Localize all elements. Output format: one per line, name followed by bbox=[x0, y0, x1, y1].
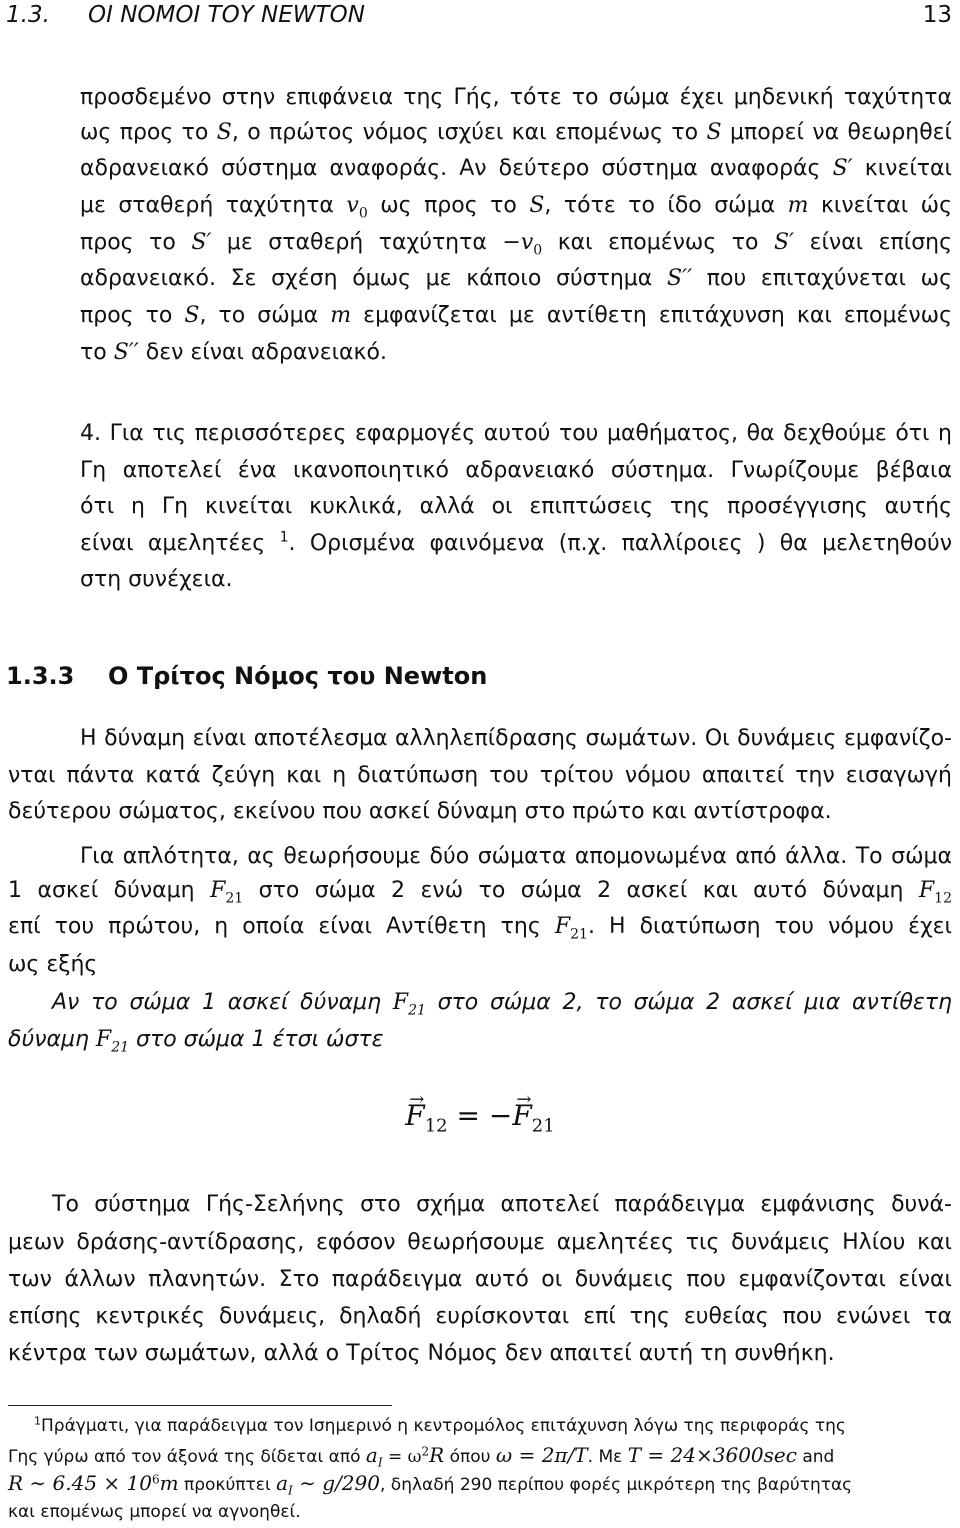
text-line: αδρανειακό. Σε σχέση όμως με κάποιο σύστημα S′′ που επιταχύνεται ως bbox=[80, 266, 953, 291]
running-header-section: 1.3. bbox=[6, 2, 50, 28]
page-number: 13 bbox=[922, 2, 952, 28]
text-line: με σταθερή ταχύτητα $v_0$ ως προς το S, τότε το ίδο σώμα m κινείται ώς bbox=[80, 193, 952, 222]
text-line: αδρανειακό σύστημα αναφοράς. Αν δεύτερο σύστημα αναφοράς S′ κινείται bbox=[80, 156, 952, 181]
text-line: 1 ασκεί δύναμη $F_{21}$ στο σώμα 2 ενώ το σώμα 2 ασκεί και αυτό δύναμη $F_{12}$ bbox=[8, 878, 952, 907]
text-line: Για απλότητα, ας θεωρήσουμε δύο σώματα απομονωμένα από άλλα. Το σώμα bbox=[80, 844, 952, 869]
text-line: επί του πρώτου, η οποία είναι Αντίθετη της $F_{21}$. Η διατύπωση του νόμου έχει bbox=[8, 914, 952, 943]
footnote-line: $^1$Πράγματι, για παράδειγμα τον Ισημερινό η κεντρομόλος επιτάχυνση λόγω της περιφοράς της bbox=[34, 1414, 846, 1436]
text-line: προς το S′ με σταθερή $\tau\alpha\chi ύ\tau\eta\tau\alpha -v_0$ και επομένως το S′ είναι επίσης bbox=[80, 230, 953, 259]
text-line: είναι αμελητέες $^1$. Ορισμένα φαινόμενα (π.χ. παλλίροιες ) θα μελετηθούν bbox=[80, 529, 952, 556]
vector-f21: → F bbox=[512, 1096, 531, 1136]
text-line: Το σύστημα Γής-Σελήνης στο σχήμα αποτελεί παράδειγμα εμφάνισης δυνά- bbox=[52, 1192, 952, 1217]
text-line: Αν το σώμα 1 ασκεί δύναμη $F_{21}$ στο σώμα 2, το σώμα 2 ασκεί μια αντίθετη bbox=[52, 990, 952, 1019]
text-line: επίσης κεντρικές δυνάμεις, δηλαδή ευρίσκονται επί της ευθείας που ενώνει τα bbox=[8, 1304, 952, 1329]
text-line: δύναμη $F_{21}$ στο σώμα 1 έτσι ώστε bbox=[8, 1027, 384, 1056]
footnote-line: και επομένως μπορεί να αγνοηθεί. bbox=[8, 1502, 301, 1522]
text-line: νται πάντα κατά ζεύγη και η διατύπωση του τρίτου νόμου απαιτεί την εισαγωγή bbox=[8, 763, 952, 788]
text-line: δεύτερου σώματος, εκείνου που ασκεί δύναμη στο πρώτο και αντίστροφα. bbox=[8, 799, 832, 824]
text-line: στη συνέχεια. bbox=[80, 567, 233, 592]
text-line: προσδεμένο στην επιφάνεια της Γής, τότε το σώμα έχει μηδενική ταχύτητα bbox=[80, 85, 952, 110]
text-line: Γη αποτελεί ένα ικανοποιητικό αδρανειακό σύστημα. Γνωρίζουμε βέβαια bbox=[80, 458, 952, 483]
text-line: το S′′ δεν είναι αδρανειακό. bbox=[80, 340, 387, 365]
text-line: 4. Για τις περισσότερες εφαρμογές αυτού του μαθήματος, θα δεχθούμε ότι η bbox=[80, 421, 952, 446]
text-line: Η δύναμη είναι αποτέλεσμα αλληλεπίδρασης σωμάτων. Οι δυνάμεις εμφανίζο- bbox=[80, 726, 952, 751]
text-line: κέντρα των σωμάτων, αλλά ο Τρίτος Νόμος δεν απαιτεί αυτή τη συνθήκη. bbox=[8, 1341, 835, 1366]
footnote-marker[interactable]: 1 bbox=[279, 529, 289, 546]
text-line: μεων δράσης-αντίδρασης, εφόσον θεωρήσουμε αμελητέες τις δυνάμεις Ηλίου και bbox=[8, 1230, 952, 1255]
vector-f12: → F bbox=[405, 1096, 424, 1136]
section-number: 1.3.3 bbox=[6, 662, 75, 690]
footnote-line: Γης γύρω από τον άξονά της δίδεται από $a_I = \omega^2R$ όπου ω = 2π/T. Με T = 24×3600sec and bbox=[8, 1443, 835, 1470]
text-line: ως εξής bbox=[8, 952, 98, 977]
section-title: Ο Τρίτος Νόμος του Newton bbox=[108, 662, 488, 690]
footnote-line: R ∼ $6.45 \times 10^6m$ προκύπτει $a_I$ ∼ g/290, δηλαδή 290 περίπου φορές μικρότερη της βαρύτητας bbox=[8, 1471, 853, 1498]
text-line: ότι η Γη κινείται κυκλικά, αλλά οι επιπτώσεις της προσέγγισης αυτής bbox=[80, 494, 952, 519]
running-header-title: ΟΙ ΝΟΜΟΙ ΤΟΥ NEWTON bbox=[88, 2, 365, 28]
text-line: των άλλων πλανητών. Στο παράδειγμα αυτό οι δυνάμεις που εμφανίζονται είναι bbox=[8, 1267, 952, 1292]
text-line: προς το S, το σώμα m εμφανίζεται με αντίθετη επιτάχυνση και επομένως bbox=[80, 303, 953, 328]
text-line: ως προς το S, ο πρώτος νόμος ισχύει και επομένως το S μπορεί να θεωρηθεί bbox=[80, 120, 952, 145]
third-law-equation: → $F_{12}$ = −→ $F_{21}$ bbox=[0, 1096, 960, 1136]
footnote-rule bbox=[8, 1405, 392, 1406]
